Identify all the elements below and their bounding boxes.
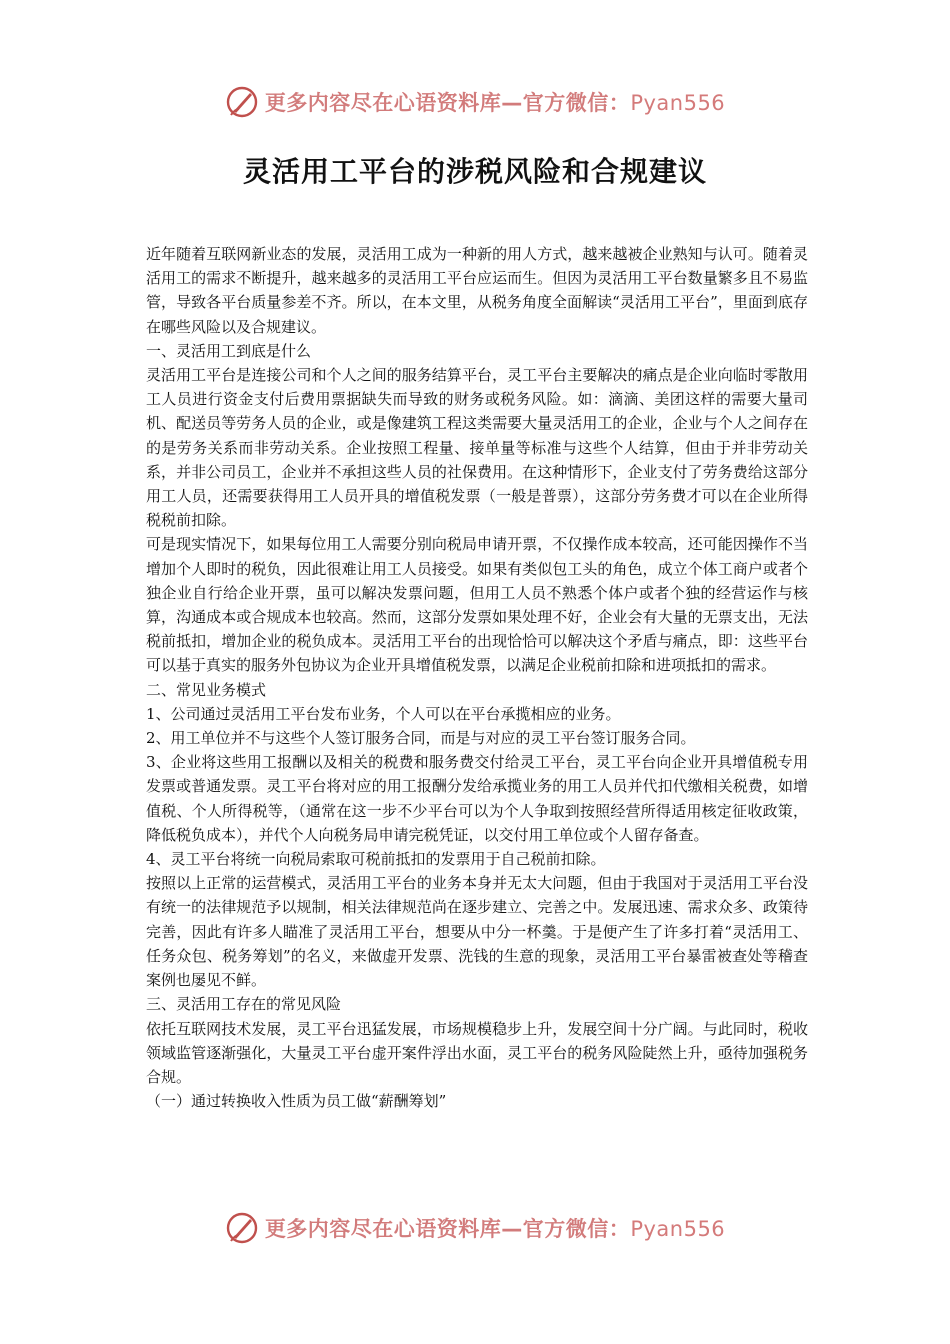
section-heading: 三、灵活用工存在的常见风险 bbox=[146, 995, 342, 1014]
list-item: 1、公司通过灵活用工平台发布业务，个人可以在平台承揽相应的业务。 bbox=[146, 704, 621, 723]
section-heading: 一、灵活用工到底是什么 bbox=[146, 341, 312, 360]
list-item: 2、用工单位并不与这些个人签订服务合同，而是与对应的灵工平台签订服务合同。 bbox=[146, 729, 696, 748]
body-paragraph: 按照以上正常的运营模式，灵活用工平台的业务本身并无太大问题，但由于我国对于灵活用工平台没有统一的法律规范予以规制，相关法律规范尚在逐步建立、完善之中。发展迅速、需求众多、政策待完善，因此有许多人瞄准了灵活用工平台，想要从中分一杯羹。于是便产生了许多打着“灵活用工、任务众包、税务筹划”的名义，来做虚开发票、洗钱的生意的现象，灵活用工平台暴雷被查处等稽查案例也屡见不鲜。 bbox=[146, 874, 808, 990]
banner-text: 更多内容尽在心语资料库—官方微信：Pyan556 bbox=[264, 1217, 726, 1241]
quill-pen-logo-icon bbox=[225, 85, 259, 119]
list-item: 4、灵工平台将统一向税局索取可税前抵扣的发票用于自己税前扣除。 bbox=[146, 850, 606, 869]
document-body bbox=[146, 242, 808, 1113]
list-item: 3、企业将这些用工报酬以及相关的税费和服务费交付给灵工平台，灵工平台向企业开具增值税专用发票或普通发票。灵工平台将对应的用工报酬分发给承揽业务的用工人员并代扣代缴相关税费，如增值税、个人所得税等，（通常在这一步不少平台可以为个人争取到按照经营所得适用核定征收政策，降低税负成本），并代个人向税务局申请完税凭证，以交付用工单位或个人留存备查。 bbox=[146, 753, 808, 844]
document-title: 灵活用工平台的涉税风险和合规建议 bbox=[242, 155, 707, 188]
header-banner bbox=[0, 84, 950, 120]
body-paragraph: 灵活用工平台是连接公司和个人之间的服务结算平台，灵工平台主要解决的痛点是企业向临时零散用工人员进行资金支付后费用票据缺失而导致的财务或税务风险。如：滴滴、美团这样的需要大量司机、配送员等劳务人员的企业，或是像建筑工程这类需要大量灵活用工的企业，企业与个人之间存在的是劳务关系而非劳动关系。企业按照工程量、接单量等标准与这些个人结算，但由于并非劳动关系，并非公司员工，企业并不承担这些人员的社保费用。在这种情形下，企业支付了劳务费给这部分用工人员，还需要获得用工人员开具的增值税发票（一般是普票），这部分劳务费才可以在企业所得税税前扣除。 bbox=[146, 366, 808, 530]
body-paragraph: 依托互联网技术发展，灵工平台迅猛发展，市场规模稳步上升，发展空间十分广阔。与此同时，税收领域监管逐渐强化，大量灵工平台虚开案件浮出水面，灵工平台的税务风险陡然上升，亟待加强税务合规。 bbox=[146, 1019, 808, 1086]
body-paragraph: 可是现实情况下，如果每位用工人需要分别向税局申请开票，不仅操作成本较高，还可能因操作不当增加个人即时的税负，因此很难让用工人员接受。如果有类似包工头的角色，成立个体工商户或者个独企业自行给企业开票，虽可以解决发票问题，但用工人员不熟悉个体户或者个独的经营运作与核算，沟通成本或合规成本也较高。然而，这部分发票如果处理不好，企业会有大量的无票支出，无法税前抵扣，增加企业的税负成本。灵活用工平台的出现恰恰可以解决这个矛盾与痛点，即：这些平台可以基于真实的服务外包协议为企业开具增值税发票，以满足企业税前扣除和进项抵扣的需求。 bbox=[146, 535, 808, 675]
quill-pen-logo-icon bbox=[225, 1211, 259, 1245]
section-heading: 二、常见业务模式 bbox=[146, 680, 267, 699]
footer-banner bbox=[0, 1210, 950, 1246]
intro-paragraph: 近年随着互联网新业态的发展，灵活用工成为一种新的用人方式，越来越被企业熟知与认可。随着灵活用工的需求不断提升，越来越多的灵活用工平台应运而生。但因为灵活用工平台数量繁多且不易监管，导致各平台质量参差不齐。所以，在本文里，从税务角度全面解读“灵活用工平台”，里面到底存在哪些风险以及合规建议。 bbox=[146, 245, 808, 336]
banner-text: 更多内容尽在心语资料库—官方微信：Pyan556 bbox=[264, 91, 726, 115]
subsection-heading: （一）通过转换收入性质为员工做“薪酬筹划” bbox=[146, 1092, 447, 1111]
